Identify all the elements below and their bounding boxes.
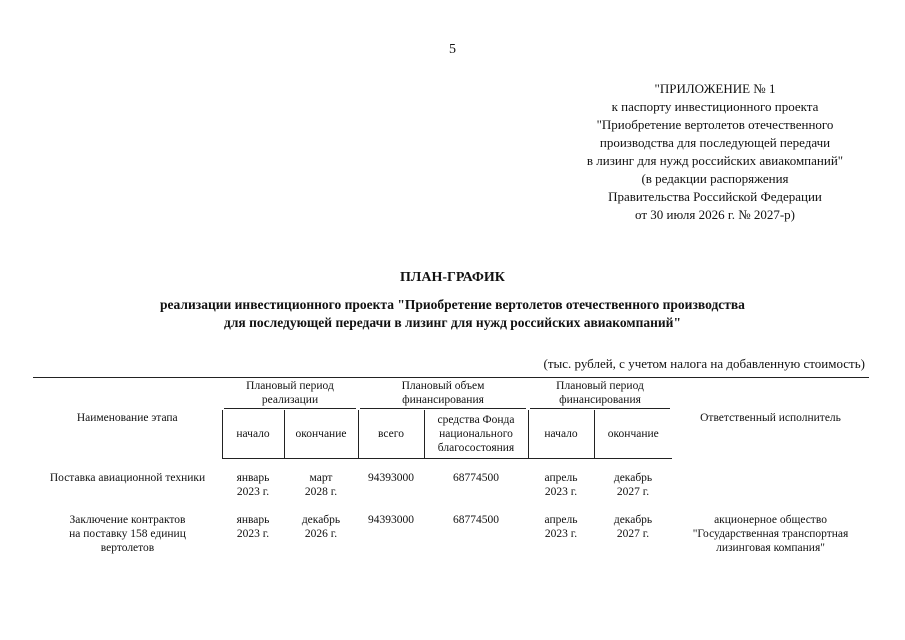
fin-start-cell: апрель 2023 г. xyxy=(544,472,578,498)
units-note: (тыс. рублей, с учетом налога на добавленную стоимость) xyxy=(543,356,865,371)
header-financing-period xyxy=(528,378,672,411)
total-cell: 94393000 xyxy=(368,472,414,484)
table-row xyxy=(33,513,869,569)
header-impl-start: начало xyxy=(222,410,284,459)
appendix-line: (в редакции распоряжения xyxy=(641,171,789,186)
fund-cell: 68774500 xyxy=(453,472,499,484)
appendix-line: производства для последующей передачи xyxy=(599,135,831,150)
appendix-line: к паспорту инвестиционного проекта xyxy=(611,99,819,114)
header-implementation-period-label: Плановый период реализации xyxy=(224,379,356,409)
impl-end-cell: декабрь 2026 г. xyxy=(301,514,341,540)
header-financing-volume xyxy=(358,378,528,411)
appendix-line: "ПРИЛОЖЕНИЕ № 1 xyxy=(654,81,776,96)
subtitle-line-2: для последующей передачи в лизинг для нужд российских авиакомпаний" xyxy=(224,315,681,330)
stage-name-cell: Заключение контрактов на поставку 158 единиц вертолетов xyxy=(69,514,186,554)
header-impl-end: окончание xyxy=(284,410,358,459)
fund-cell: 68774500 xyxy=(453,514,499,526)
subtitle-line-1: реализации инвестиционного проекта "Приобретение вертолетов отечественного производства xyxy=(160,297,745,312)
appendix-line: от 30 июля 2026 г. № 2027-р) xyxy=(635,207,795,222)
document-subtitle xyxy=(0,296,905,332)
schedule-table xyxy=(33,377,869,569)
header-fund: средства Фонда национального благосостояния xyxy=(424,410,528,459)
appendix-line: "Приобретение вертолетов отечественного xyxy=(596,117,834,132)
header-implementation-period xyxy=(222,378,358,411)
table-row xyxy=(33,471,869,513)
impl-end-cell: март 2028 г. xyxy=(304,472,338,498)
header-financing-period-label: Плановый период финансирования xyxy=(530,379,670,409)
fin-start-cell: апрель 2023 г. xyxy=(544,514,578,540)
header-financing-volume-label: Плановый объем финансирования xyxy=(360,379,526,409)
appendix-line: в лизинг для нужд российских авиакомпаний" xyxy=(586,153,844,168)
stage-name-cell: Поставка авиационной техники xyxy=(49,472,206,484)
responsible-cell: акционерное общество "Государственная транспортная лизинговая компания" xyxy=(692,514,849,554)
responsible-cell xyxy=(672,471,869,513)
impl-start-cell: январь 2023 г. xyxy=(236,514,270,540)
header-stage-name: Наименование этапа xyxy=(33,378,222,459)
fin-end-cell: декабрь 2027 г. xyxy=(613,472,653,498)
impl-start-cell: январь 2023 г. xyxy=(236,472,270,498)
header-fin-start: начало xyxy=(528,410,594,459)
total-cell: 94393000 xyxy=(368,514,414,526)
header-fin-end: окончание xyxy=(594,410,672,459)
header-total: всего xyxy=(358,410,424,459)
appendix-line: Правительства Российской Федерации xyxy=(608,189,822,204)
appendix-block xyxy=(555,80,875,224)
page-number: 5 xyxy=(449,42,456,57)
fin-end-cell: декабрь 2027 г. xyxy=(613,514,653,540)
document-title: ПЛАН-ГРАФИК xyxy=(400,270,505,285)
header-responsible: Ответственный исполнитель xyxy=(672,378,869,459)
